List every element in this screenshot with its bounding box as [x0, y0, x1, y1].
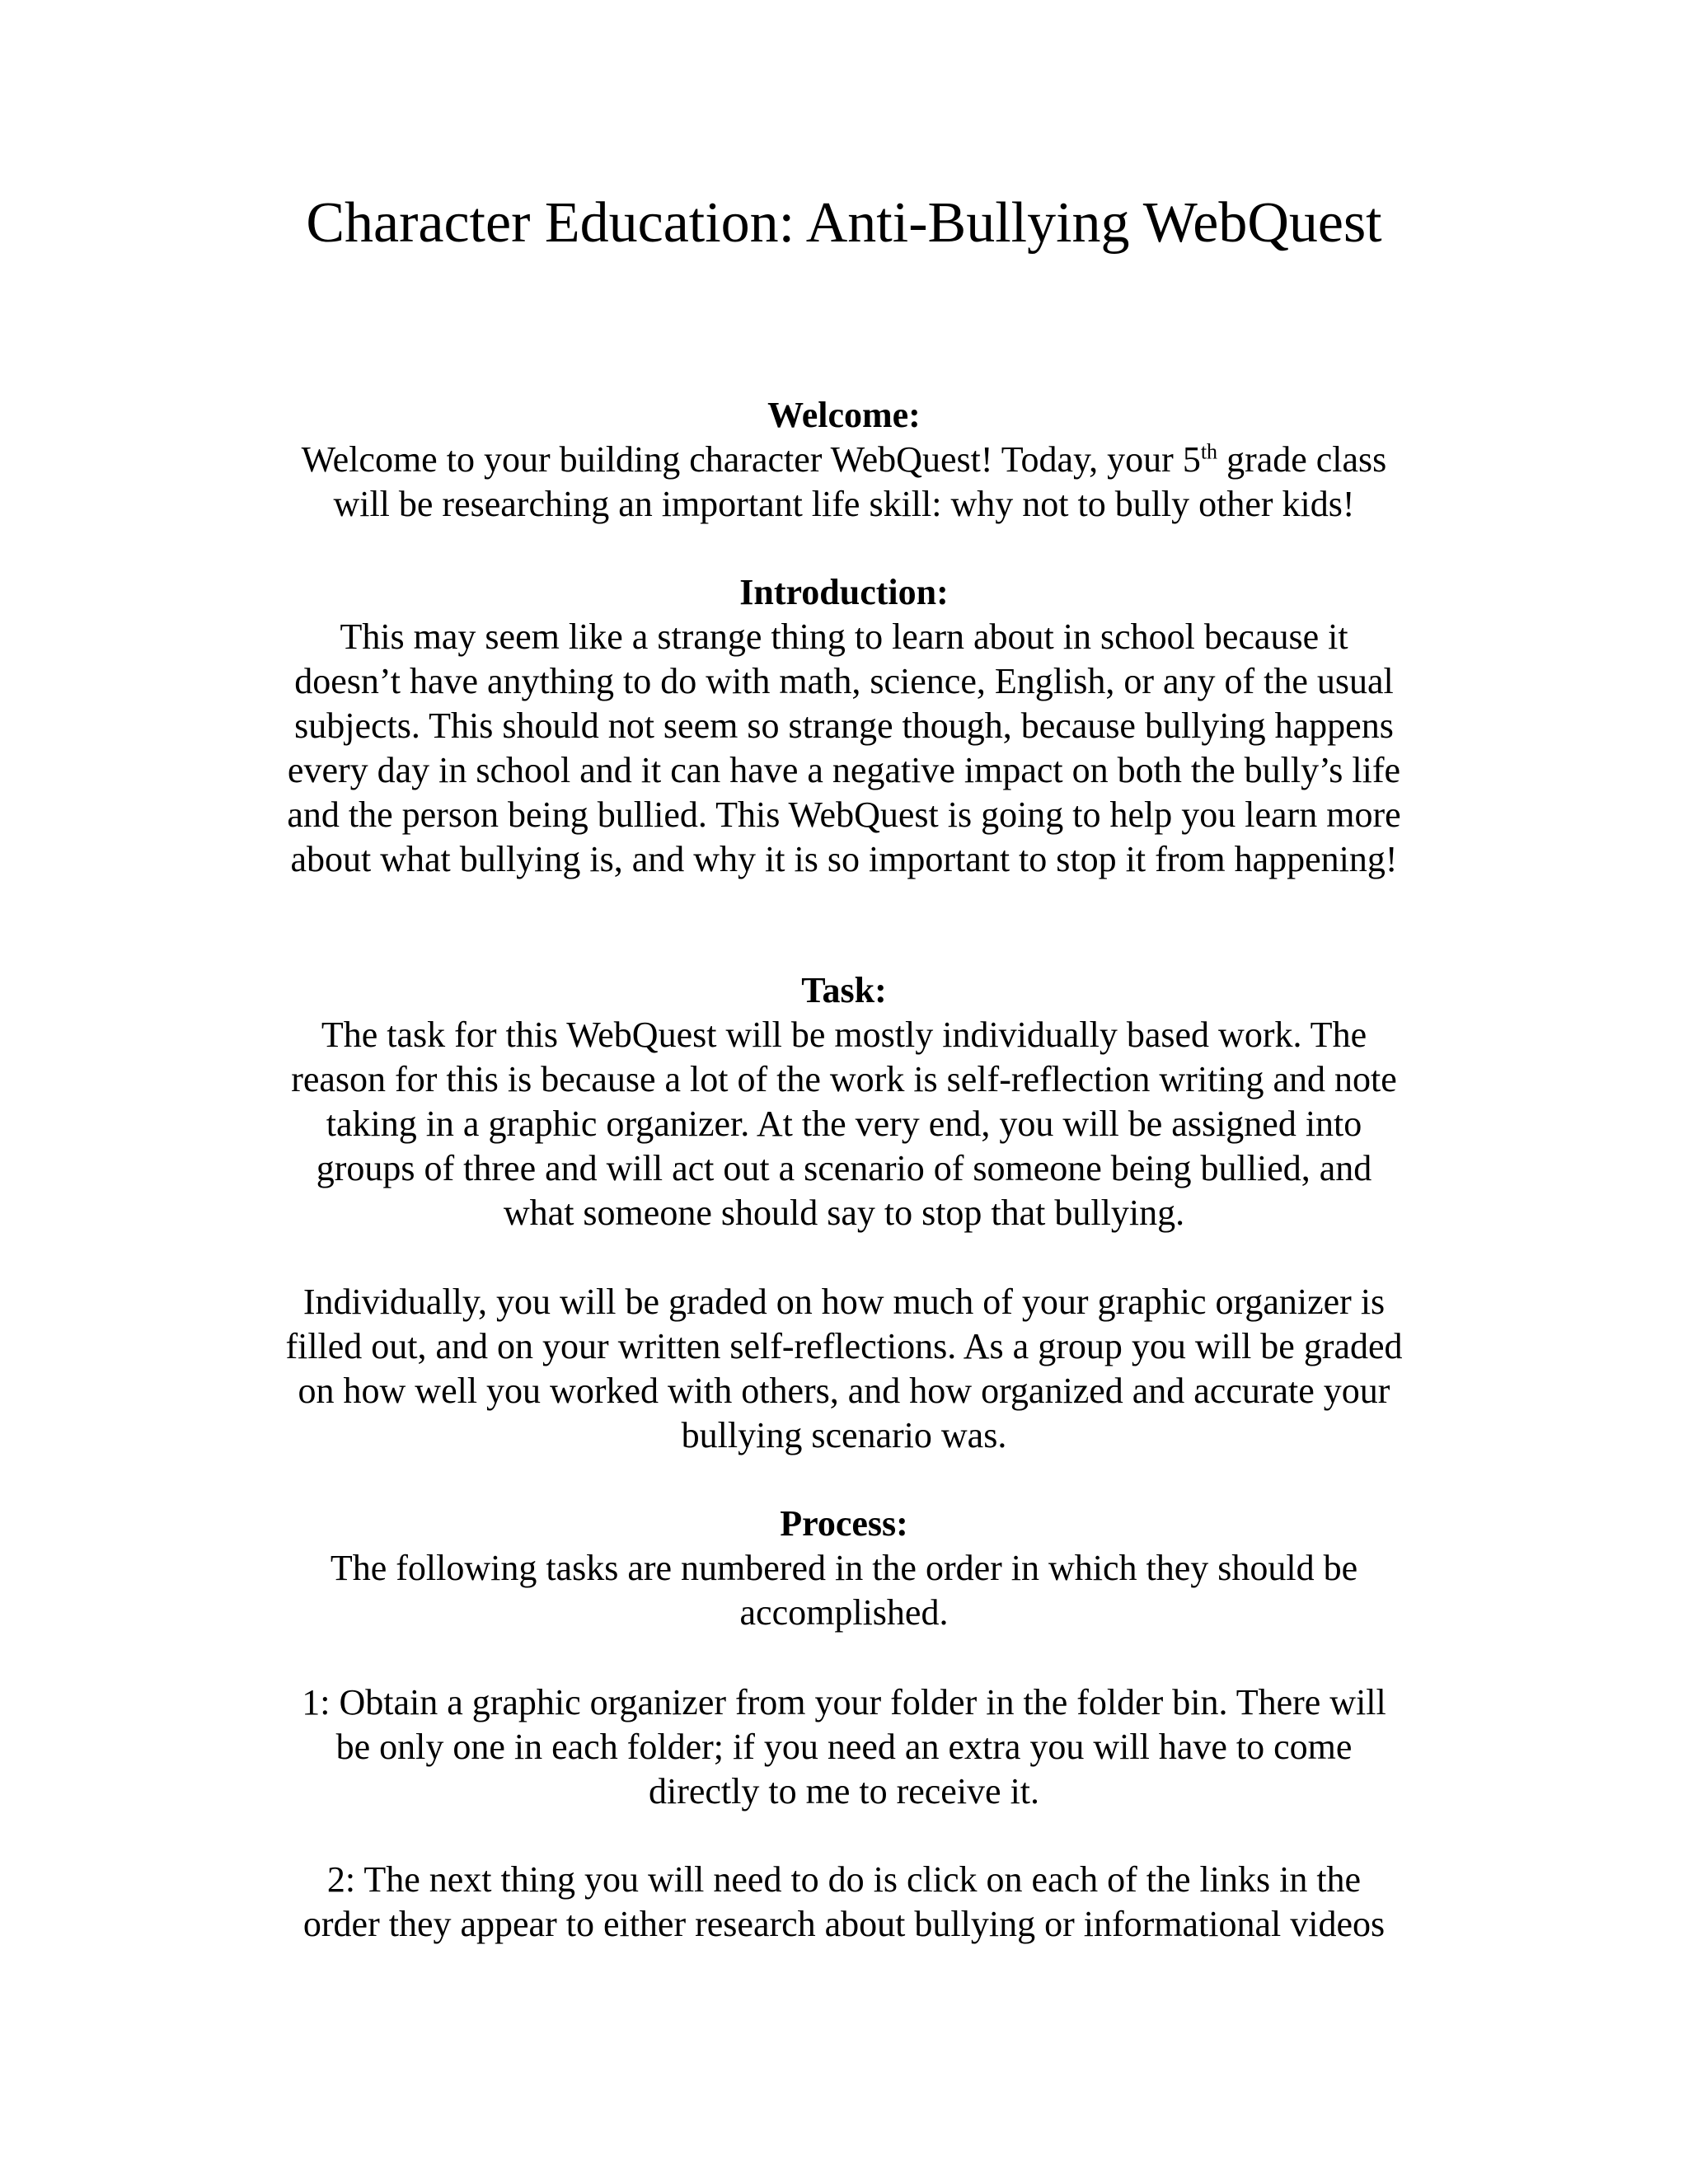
grading-line: Individually, you will be graded on how much of your graphic organizer is [302, 1282, 1386, 1322]
task-section [231, 968, 1457, 1235]
introduction-line: doesn’t have anything to do with math, science, English, or any of the usual [294, 661, 1394, 701]
introduction-line: This may seem like a strange thing to learn about in school because it [340, 616, 1348, 657]
introduction-line: about what bullying is, and why it is so important to stop it from happening! [290, 839, 1398, 879]
task-line: taking in a graphic organizer. At the very end, you will be assigned into [326, 1104, 1362, 1144]
task-line: groups of three and will act out a scenario of someone being bullied, and [316, 1148, 1372, 1188]
grading-line: filled out, and on your written self-reflections. As a group you will be graded [285, 1326, 1403, 1366]
introduction-line: every day in school and it can have a negative impact on both the bully’s life [287, 750, 1401, 790]
process-step-1 [231, 1680, 1457, 1814]
process-line: The following tasks are numbered in the order in which they should be [330, 1548, 1358, 1588]
welcome-superscript: th [1200, 439, 1218, 464]
grading-paragraph [231, 1280, 1457, 1458]
document-title: Character Education: Anti-Bullying WebQuest [306, 191, 1382, 255]
step-line: be only one in each folder; if you need an extra you will have to come [335, 1727, 1353, 1767]
introduction-line: and the person being bullied. This WebQuest is going to help you learn more [287, 794, 1401, 835]
welcome-text-a: Welcome to your building character WebQuest! Today, your 5 [301, 439, 1201, 480]
process-line: accomplished. [739, 1592, 949, 1633]
introduction-heading: Introduction: [739, 572, 949, 612]
step-line: 2: The next thing you will need to do is click on each of the links in the [326, 1859, 1362, 1900]
task-line: reason for this is because a lot of the work is self-reflection writing and note [291, 1059, 1397, 1099]
task-line: what someone should say to stop that bullying. [503, 1193, 1185, 1233]
grading-line: bullying scenario was. [681, 1415, 1007, 1455]
process-step-2 [231, 1858, 1457, 1947]
step-line: directly to me to receive it. [648, 1771, 1040, 1811]
introduction-section [231, 570, 1457, 882]
grading-line: on how well you worked with others, and how organized and accurate your [298, 1371, 1390, 1411]
welcome-line [231, 438, 1457, 482]
welcome-heading: Welcome: [767, 395, 921, 435]
welcome-section [231, 393, 1457, 527]
task-heading: Task: [801, 970, 887, 1010]
welcome-line: will be researching an important life skill: why not to bully other kids! [333, 484, 1355, 524]
task-line: The task for this WebQuest will be mostly individually based work. The [321, 1015, 1367, 1055]
step-line: order they appear to either research about bullying or informational videos [302, 1904, 1386, 1944]
welcome-text-b: grade class [1217, 439, 1387, 480]
introduction-line: subjects. This should not seem so strange though, because bullying happens [294, 705, 1394, 746]
process-heading: Process: [780, 1503, 908, 1544]
step-line: 1: Obtain a graphic organizer from your folder in the folder bin. There will [302, 1682, 1386, 1722]
process-section [231, 1502, 1457, 1635]
